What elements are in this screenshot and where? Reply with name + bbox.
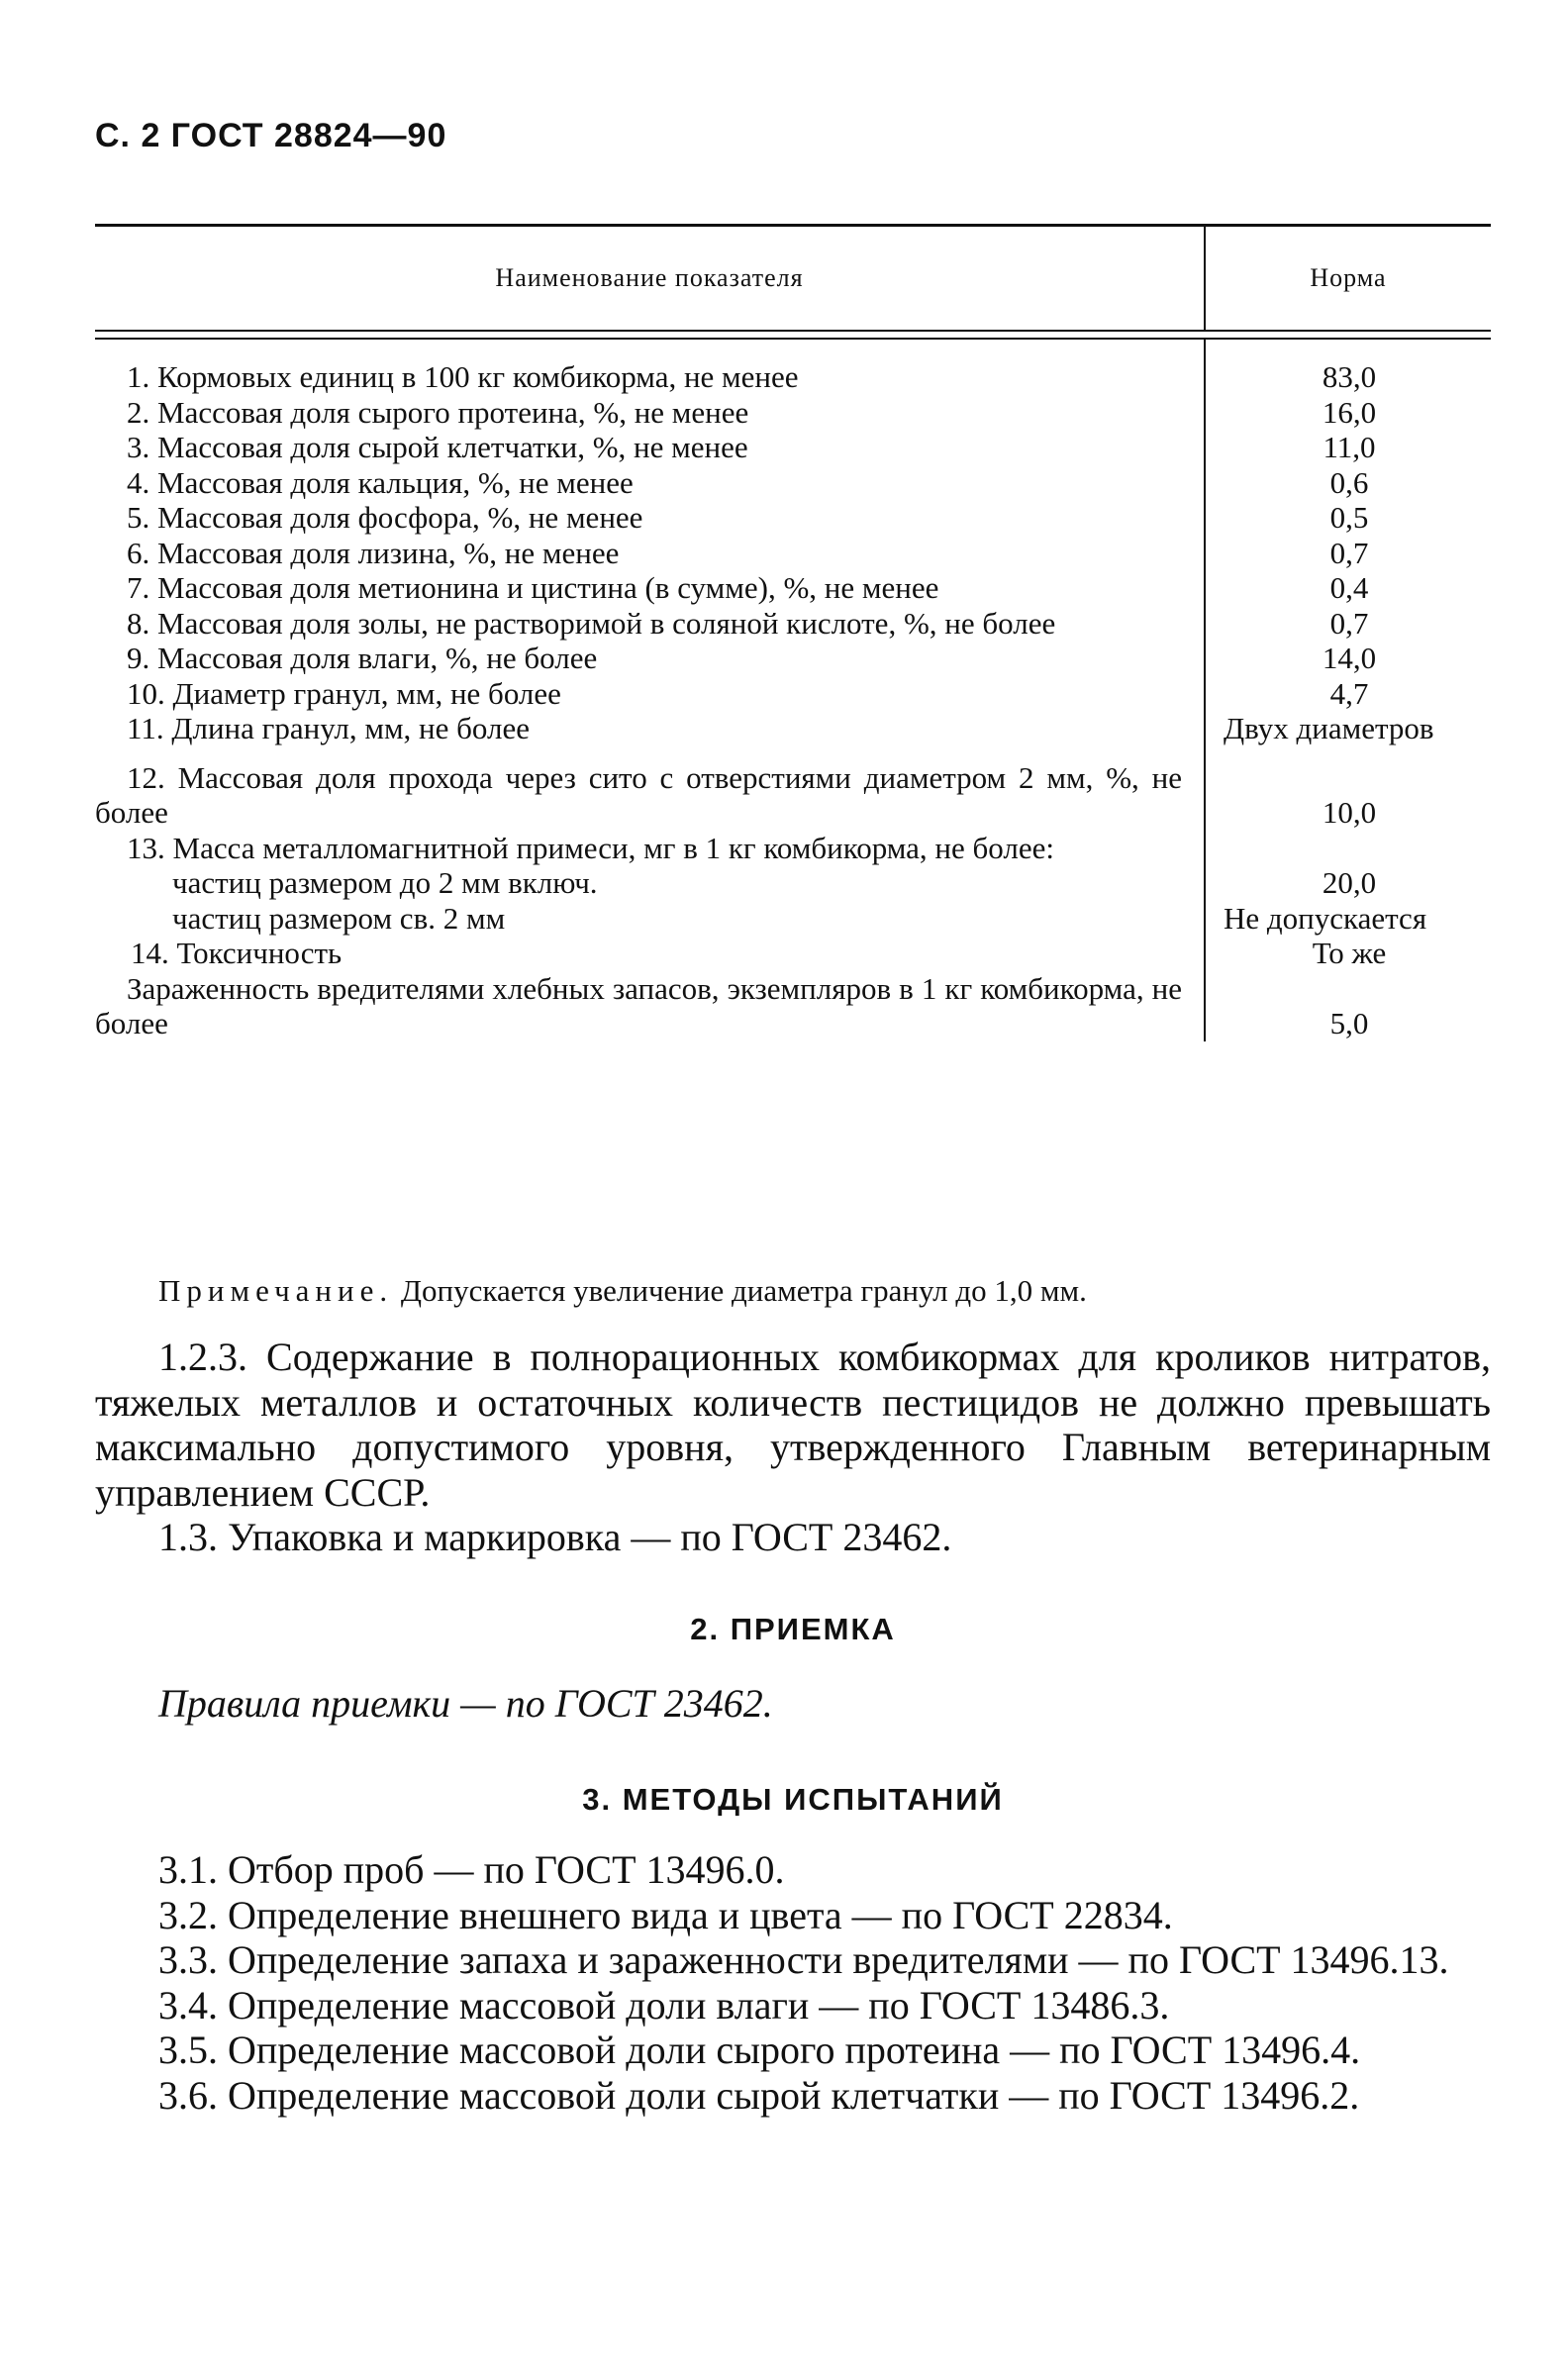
table-row <box>95 865 1491 901</box>
table-row <box>95 971 1491 1041</box>
row-name: 6. Массовая доля лизина, %, не менее <box>127 535 620 570</box>
row-name: 12. Массовая доля прохода через сито с отверстиями диаметром 2 мм, %, не более <box>95 759 1182 830</box>
note-label: Примечание. <box>158 1273 394 1308</box>
row-name: 9. Массовая доля влаги, %, не более <box>127 641 598 675</box>
row-name: 14. Токсичность <box>131 936 343 970</box>
column-header-norm: Норма <box>1204 227 1491 330</box>
row-norm: 14,0 <box>1322 641 1377 675</box>
table-row <box>95 500 1491 536</box>
row-norm: 10,0 <box>1322 795 1377 830</box>
section-3-item <box>95 1937 1491 1983</box>
row-norm: Не допускается <box>1224 900 1427 936</box>
table-row <box>95 359 1491 395</box>
section-2-title: 2. ПРИЕМКА <box>690 1612 896 1646</box>
section-2-text <box>95 1681 1491 1727</box>
column-divider <box>1204 340 1206 1041</box>
table-row <box>95 901 1491 937</box>
row-norm: 0,4 <box>1329 570 1369 605</box>
row-norm: 16,0 <box>1322 394 1377 430</box>
row-norm: 0,5 <box>1329 500 1369 535</box>
requirements-table <box>95 224 1491 1041</box>
row-name: 10. Диаметр гранул, мм, не более <box>127 675 561 711</box>
section-3-title: 3. МЕТОДЫ ИСПЫТАНИЙ <box>582 1782 1004 1817</box>
section-3-item-text: 3.4. Определение массовой доли влаги — по ГОСТ 13486.3. <box>158 1982 1170 2028</box>
section-3-item-text: 3.6. Определение массовой доли сырой клетчатки — по ГОСТ 13496.2. <box>158 2072 1360 2118</box>
section-2-text-content: Правила приемки — по ГОСТ 23462. <box>158 1681 773 1726</box>
row-norm: 5,0 <box>1329 1006 1369 1040</box>
paragraph-1-3-text: 1.3. Упаковка и маркировка — по ГОСТ 23462. <box>158 1515 952 1559</box>
row-norm: 4,7 <box>1329 675 1369 711</box>
table-row <box>95 606 1491 642</box>
table-row <box>95 536 1491 571</box>
row-norm: 11,0 <box>1323 430 1376 464</box>
section-3-item-text: 3.3. Определение запаха и зараженности вредителями — по ГОСТ 13496.13. <box>158 1937 1449 1982</box>
row-norm <box>1204 831 1491 866</box>
table-note <box>158 1273 1491 1309</box>
table-row <box>95 465 1491 501</box>
column-header-name: Наименование показателя <box>495 263 804 292</box>
table-row <box>95 760 1491 831</box>
paragraph-1-2-3-text: 1.2.3. Содержание в полнорационных комбикормах для кроликов нитратов, тяжелых металлов и остаточных количеств пестицидов не должно превышать максимально допустимого уровня, утвержденного Главным ветеринарным управлением СССР. <box>95 1335 1491 1515</box>
section-3-item-text: 3.1. Отбор проб — по ГОСТ 13496.0. <box>158 1847 785 1892</box>
row-norm: Двух диаметров <box>1224 711 1434 745</box>
row-name: 2. Массовая доля сырого протеина, %, не менее <box>127 394 749 430</box>
table-row <box>95 831 1491 866</box>
table-body <box>95 340 1491 1041</box>
row-norm: 20,0 <box>1322 865 1377 900</box>
section-3-item <box>95 1847 1491 1893</box>
row-name: 11. Длина гранул, мм, не более <box>127 711 531 745</box>
row-name: 8. Массовая доля золы, не растворимой в соляной кислоте, %, не более <box>127 605 1056 641</box>
paragraph-1-2-3 <box>95 1335 1491 1515</box>
page-header: С. 2 ГОСТ 28824—90 <box>95 117 447 154</box>
row-name: 1. Кормовых единиц в 100 кг комбикорма, не менее <box>127 359 799 394</box>
note-text: Допускается увеличение диаметра гранул до 1,0 мм. <box>400 1273 1087 1308</box>
paragraph-1-3 <box>95 1515 1491 1560</box>
table-row <box>95 711 1491 746</box>
row-name: 5. Массовая доля фосфора, %, не менее <box>127 500 643 535</box>
row-norm: 0,7 <box>1329 535 1369 570</box>
row-name: 13. Масса металломагнитной примеси, мг в 1 кг комбикорма, не более: <box>127 830 1054 865</box>
section-3-item <box>95 1893 1491 1938</box>
table-row <box>95 936 1491 971</box>
table-header-rule <box>95 330 1491 340</box>
table-header <box>95 227 1491 330</box>
table-row <box>95 676 1491 712</box>
row-name: Зараженность вредителями хлебных запасов, экземпляров в 1 кг комбикорма, не более <box>95 970 1182 1040</box>
row-name: частиц размером до 2 мм включ. <box>172 865 598 900</box>
row-name: 4. Массовая доля кальция, %, не менее <box>127 464 634 500</box>
table-row <box>95 430 1491 465</box>
section-3-item-text: 3.5. Определение массовой доли сырого протеина — по ГОСТ 13496.4. <box>158 2028 1361 2072</box>
row-name: частиц размером св. 2 мм <box>172 900 506 936</box>
section-3-items <box>95 1847 1491 2118</box>
section-3-item <box>95 2028 1491 2073</box>
row-norm: 0,7 <box>1329 605 1369 641</box>
row-name: 7. Массовая доля метионина и цистина (в сумме), %, не менее <box>127 570 939 605</box>
section-3-item <box>95 1983 1491 2029</box>
table-row <box>95 641 1491 676</box>
row-norm: 83,0 <box>1322 359 1377 394</box>
section-3-item <box>95 2073 1491 2119</box>
row-norm: То же <box>1312 936 1387 970</box>
row-name: 3. Массовая доля сырой клетчатки, %, не менее <box>127 430 748 464</box>
table-row <box>95 570 1491 606</box>
section-3-item-text: 3.2. Определение внешнего вида и цвета — по ГОСТ 22834. <box>158 1892 1173 1937</box>
table-row <box>95 395 1491 431</box>
row-norm: 0,6 <box>1329 464 1369 500</box>
